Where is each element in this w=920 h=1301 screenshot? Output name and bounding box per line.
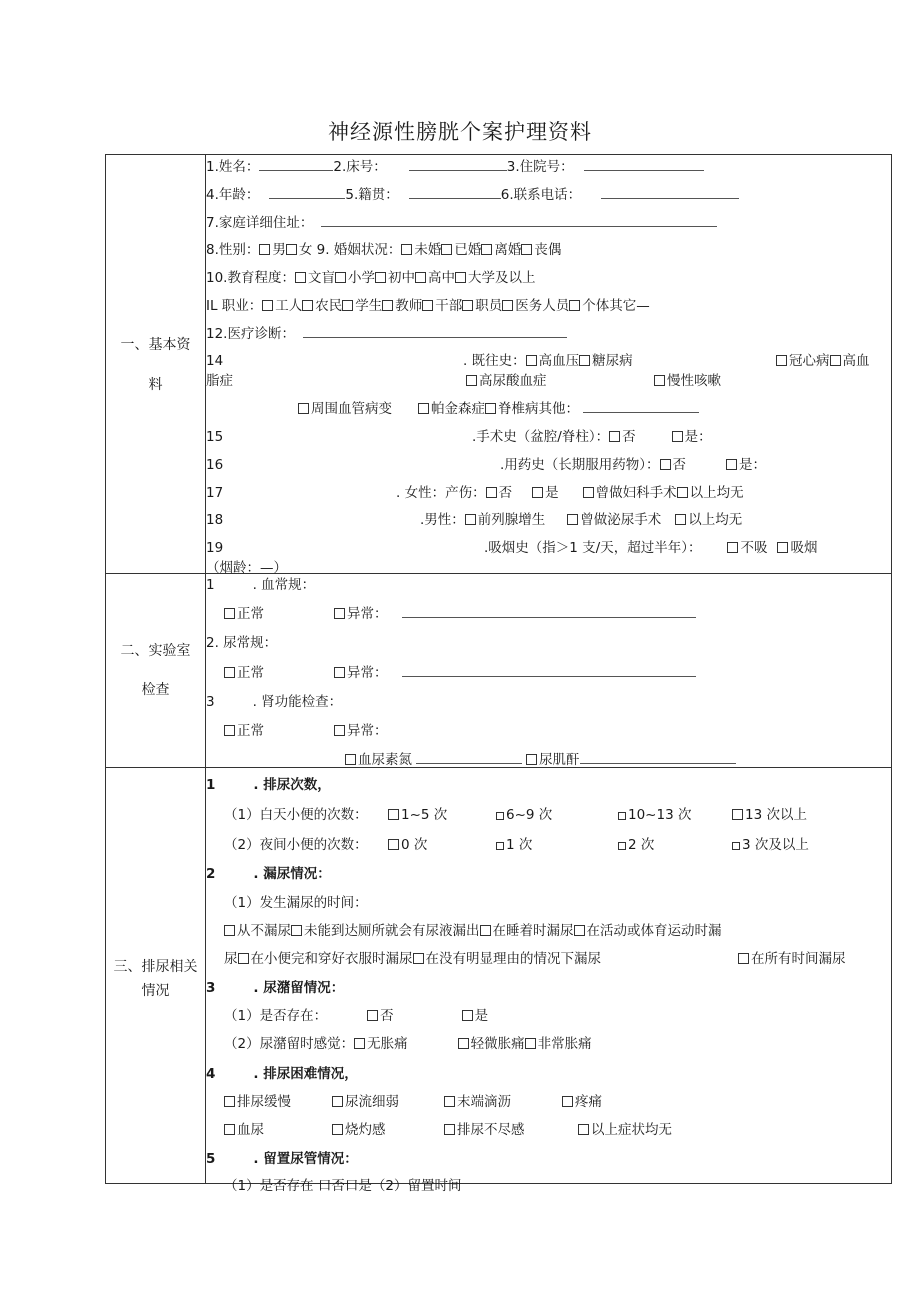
checkbox[interactable] <box>830 355 841 366</box>
option-label: 干部 <box>435 298 463 314</box>
checkbox[interactable] <box>672 431 683 442</box>
checkbox[interactable] <box>738 953 749 964</box>
option-label: 正常 <box>237 723 264 739</box>
checkbox[interactable] <box>532 487 543 498</box>
option-label: 以上均无 <box>688 512 743 528</box>
option-label: 非常胀痛 <box>537 1036 592 1052</box>
option-label: 尿 <box>224 951 238 967</box>
option-label: 曾做妇科手术 <box>595 485 677 501</box>
retention-feeling-row <box>224 1035 592 1053</box>
past-history-row <box>463 352 633 370</box>
checkbox[interactable] <box>388 809 399 820</box>
item-number: 19 <box>206 540 224 556</box>
checkbox[interactable] <box>485 403 496 414</box>
bun-field[interactable] <box>416 751 522 764</box>
option-label: 在没有明显理由的情况下漏尿 <box>425 951 601 967</box>
option-label: 在活动或体育运动时漏 <box>586 923 722 939</box>
checkbox[interactable] <box>677 487 688 498</box>
option-label: 吸烟 <box>790 540 818 556</box>
option-label: 帕金森症 <box>431 401 485 417</box>
name-field[interactable] <box>259 158 333 171</box>
section-urine-label-cont: 情况 <box>141 983 170 999</box>
checkbox[interactable] <box>579 355 590 366</box>
checkbox[interactable] <box>486 487 497 498</box>
option-label: 0 次 <box>401 837 428 853</box>
item-number: 18 <box>206 512 224 528</box>
checkbox[interactable] <box>455 272 466 283</box>
medication-history-row <box>500 456 766 474</box>
checkbox[interactable] <box>375 272 386 283</box>
checkbox[interactable] <box>727 542 738 553</box>
checkbox[interactable] <box>481 244 492 255</box>
checkbox[interactable] <box>382 300 393 311</box>
diagnosis-field[interactable] <box>303 325 567 338</box>
checkbox[interactable] <box>465 514 476 525</box>
option-label: 否 <box>622 429 636 445</box>
option-label: 否 <box>498 485 513 501</box>
option-label: 是 <box>545 485 559 501</box>
gender-marital-row <box>206 241 561 259</box>
option-label: 尿流细弱 <box>345 1094 399 1110</box>
checkbox[interactable] <box>401 244 412 255</box>
voiding-frequency-heading: . 排尿次数， <box>253 777 331 793</box>
option-label: 1~5 次 <box>401 807 448 823</box>
address-field[interactable] <box>321 214 717 227</box>
checkbox[interactable] <box>238 953 249 964</box>
checkbox[interactable] <box>444 1096 455 1107</box>
option-label: 轻微胀痛 <box>470 1036 525 1052</box>
gender-label: 8.性别： <box>206 242 260 258</box>
checkbox[interactable] <box>496 842 504 850</box>
checkbox[interactable] <box>224 725 235 736</box>
option-label: 医务人员 <box>515 298 570 314</box>
checkbox[interactable] <box>295 272 306 283</box>
option-label: 个体其它— <box>582 298 650 314</box>
checkbox[interactable] <box>298 403 309 414</box>
checkbox[interactable] <box>334 667 345 678</box>
option-label: 是： <box>739 457 767 473</box>
checkbox[interactable] <box>660 459 671 470</box>
address-label: 7.家庭详细住址： <box>206 215 314 231</box>
option-label: 脂症 <box>206 373 233 389</box>
checkbox[interactable] <box>441 244 452 255</box>
option-label: 否 <box>672 457 687 473</box>
checkbox[interactable] <box>569 300 580 311</box>
name-label: 1.姓名： <box>206 159 260 175</box>
checkbox[interactable] <box>732 809 743 820</box>
checkbox[interactable] <box>609 431 620 442</box>
age-field[interactable] <box>269 186 345 199</box>
leakage-heading: . 漏尿情况： <box>253 866 331 882</box>
item-number: 1 <box>206 777 216 793</box>
page-title: 神经源性膀胱个案护理资料 <box>328 120 592 144</box>
option-label: 慢性咳嗽 <box>667 373 721 389</box>
option-label: 排尿缓慢 <box>237 1094 291 1110</box>
section-basic-label: 一、基本资 <box>120 337 191 353</box>
checkbox[interactable] <box>466 375 477 386</box>
checkbox[interactable] <box>726 459 737 470</box>
admission-field[interactable] <box>584 158 704 171</box>
checkbox[interactable] <box>562 1096 573 1107</box>
native-label: 5.籍贯： <box>345 187 399 203</box>
phone-field[interactable] <box>601 186 739 199</box>
checkbox[interactable] <box>422 300 433 311</box>
option-label: 大学及以上 <box>467 270 536 286</box>
checkbox[interactable] <box>334 608 345 619</box>
item-number: 4 <box>206 1066 216 1082</box>
difficulty-heading: . 排尿困难情况， <box>253 1066 358 1082</box>
leakage-options-row-1 <box>224 922 722 940</box>
option-label: 脊椎病其他： <box>498 401 579 417</box>
option-label: 无胀痛 <box>367 1036 408 1052</box>
section-basic-label-cont: 料 <box>148 377 163 393</box>
surgery-history-row <box>472 428 712 446</box>
option-label: 血尿素氮 <box>358 752 412 768</box>
female-history-row <box>396 484 744 502</box>
admission-label: 3.住院号： <box>506 159 574 175</box>
option-label: 2 次 <box>628 837 655 853</box>
surgery-history-label: .手术史（盆腔/脊柱）： <box>472 429 610 445</box>
option-label: 文盲 <box>307 270 335 286</box>
retention-exists-row <box>224 1007 488 1025</box>
age-label: 4.年龄： <box>206 187 260 203</box>
option-label: 正常 <box>237 665 264 681</box>
option-label: 烧灼感 <box>345 1122 386 1138</box>
checkbox[interactable] <box>418 403 429 414</box>
checkbox[interactable] <box>583 487 594 498</box>
bed-label: 2.床号： <box>333 159 387 175</box>
checkbox[interactable] <box>458 1038 469 1049</box>
checkbox[interactable] <box>413 953 424 964</box>
checkbox[interactable] <box>675 514 686 525</box>
checkbox[interactable] <box>354 1038 365 1049</box>
diagnosis-label: 12.医疗诊断： <box>206 326 295 342</box>
nighttime-frequency-label: （2）夜间小便的次数： <box>224 837 368 853</box>
item-number: 17 <box>206 485 224 501</box>
catheter-heading: . 留置尿管情况： <box>253 1151 358 1167</box>
past-history-label: . 既往史： <box>463 353 526 369</box>
option-label: 职员 <box>475 298 503 314</box>
option-label: 异常： <box>347 665 388 681</box>
option-label: 以上均无 <box>689 485 744 501</box>
smoking-label: .吸烟史（指＞1 支/天，超过半年）： <box>484 540 702 556</box>
item-number: 14 <box>206 353 224 369</box>
option-label: 在睡着时漏尿 <box>492 923 574 939</box>
checkbox[interactable] <box>526 355 537 366</box>
checkbox[interactable] <box>526 754 537 765</box>
option-label: 小学 <box>347 270 375 286</box>
checkbox[interactable] <box>776 355 787 366</box>
bed-field[interactable] <box>409 158 507 171</box>
option-label: 高血压 <box>538 353 580 369</box>
daytime-frequency-label: （1）白天小便的次数： <box>224 807 368 823</box>
checkbox[interactable] <box>444 1124 455 1135</box>
checkbox[interactable] <box>462 1010 473 1021</box>
smoking-history-row <box>484 539 817 557</box>
option-label: 血尿 <box>237 1122 264 1138</box>
checkbox[interactable] <box>578 1124 589 1135</box>
option-label: 排尿不尽感 <box>457 1122 525 1138</box>
option-label: 高中 <box>427 270 455 286</box>
medication-history-label: .用药史（长期服用药物）： <box>500 457 660 473</box>
option-label: 初中 <box>387 270 415 286</box>
option-label: 男 <box>272 242 286 258</box>
checkbox[interactable] <box>302 300 313 311</box>
section-urine-label: 三、排尿相关 <box>113 959 198 975</box>
checkbox[interactable] <box>574 925 585 936</box>
checkbox[interactable] <box>732 842 740 850</box>
occupation-label: IL 职业： <box>206 298 263 314</box>
option-label: 高尿酸血症 <box>479 373 547 389</box>
option-label: 未婚 <box>414 242 442 258</box>
item-number: 2 <box>206 866 216 882</box>
blood-routine-label: . 血常规： <box>252 577 316 593</box>
checkbox[interactable] <box>342 300 353 311</box>
option-label: 农民 <box>315 298 343 314</box>
phone-label: 6.联系电话： <box>500 187 582 203</box>
option-label: 已婚 <box>454 242 482 258</box>
leakage-time-label: （1）发生漏尿的时间： <box>224 895 368 911</box>
option-label: 丧偶 <box>534 242 562 258</box>
education-label: 10.教育程度： <box>206 270 295 286</box>
option-label: 不吸 <box>740 540 768 556</box>
item-number: 3 <box>206 694 215 710</box>
creatinine-field[interactable] <box>580 751 736 764</box>
urine-routine-label: 2. 尿常规： <box>206 635 278 651</box>
option-label: 尿肌酐 <box>539 752 580 768</box>
option-label: 女 9. 婚姻状况： <box>298 242 402 258</box>
item-number: 16 <box>206 457 224 473</box>
male-label: .男性： <box>420 512 465 528</box>
option-label: 正常 <box>237 606 264 622</box>
item-number: 15 <box>206 429 224 445</box>
option-label: 是： <box>684 429 712 445</box>
checkbox[interactable] <box>654 375 665 386</box>
section-lab-label-cont: 检查 <box>141 682 170 698</box>
other-history-field[interactable] <box>583 400 699 413</box>
option-label: 10~13 次 <box>628 807 692 823</box>
checkbox[interactable] <box>332 1124 343 1135</box>
item-number: 3 <box>206 980 216 996</box>
checkbox[interactable] <box>496 812 504 820</box>
option-label: 是 <box>474 1008 489 1024</box>
option-label: 异常： <box>347 606 388 622</box>
option-label: 离婚 <box>494 242 522 258</box>
option-label: 以上症状均无 <box>591 1122 672 1138</box>
option-label: 在小便完和穿好衣服时漏尿 <box>250 951 413 967</box>
form-table <box>105 154 892 1194</box>
retention-feeling-label: （2）尿潴留时感觉： <box>224 1036 355 1052</box>
option-label: 从不漏尿 <box>237 923 291 939</box>
item-number: 5 <box>206 1151 216 1167</box>
section-lab-label: 二、实验室 <box>120 643 191 659</box>
option-label: 高血 <box>842 353 870 369</box>
female-label: . 女性：产伤： <box>396 485 486 501</box>
option-label: 学生 <box>355 298 383 314</box>
checkbox[interactable] <box>480 925 491 936</box>
option-label: 教师 <box>395 298 423 314</box>
checkbox[interactable] <box>332 1096 343 1107</box>
checkbox[interactable] <box>345 754 356 765</box>
checkbox[interactable] <box>367 1010 378 1021</box>
option-label: 3 次及以上 <box>742 837 809 853</box>
checkbox[interactable] <box>388 839 399 850</box>
checkbox[interactable] <box>335 272 346 283</box>
checkbox[interactable] <box>525 1038 536 1049</box>
checkbox[interactable] <box>224 1096 235 1107</box>
male-history-row <box>420 511 742 529</box>
checkbox[interactable] <box>502 300 513 311</box>
native-field[interactable] <box>409 186 501 199</box>
option-label: 疼痛 <box>575 1094 602 1110</box>
checkbox[interactable] <box>618 812 626 820</box>
checkbox[interactable] <box>286 244 297 255</box>
option-label: 未能到达厕所就会有尿液漏出 <box>304 923 480 939</box>
retention-heading: . 尿潴留情况： <box>253 980 345 996</box>
checkbox[interactable] <box>224 1124 235 1135</box>
option-label: 周围血管病变 <box>311 401 392 417</box>
checkbox[interactable] <box>415 272 426 283</box>
option-label: 前列腺增生 <box>477 512 546 528</box>
catheter-cutoff-row: （1）是否存在 口否口是（2）留置时间 <box>224 1178 462 1194</box>
retention-exists-label: （1）是否存在： <box>224 1008 328 1024</box>
option-label: 在所有时间漏尿 <box>751 951 846 967</box>
option-label: 6~9 次 <box>506 807 553 823</box>
checkbox[interactable] <box>334 725 345 736</box>
checkbox[interactable] <box>777 542 788 553</box>
checkbox[interactable] <box>224 667 235 678</box>
occupation-row <box>206 297 650 315</box>
checkbox[interactable] <box>291 925 302 936</box>
option-label: 曾做泌尿手术 <box>580 512 662 528</box>
leakage-options-row-2 <box>224 950 601 968</box>
urine-abnormal-field[interactable] <box>402 664 696 677</box>
checkbox[interactable] <box>567 514 578 525</box>
checkbox[interactable] <box>259 244 270 255</box>
option-label: 末端滴沥 <box>457 1094 511 1110</box>
past-history-row-3 <box>298 400 699 418</box>
item-number: 1 <box>206 577 215 593</box>
blood-abnormal-field[interactable] <box>402 605 696 618</box>
checkbox[interactable] <box>224 608 235 619</box>
option-label: 1 次 <box>506 837 533 853</box>
checkbox[interactable] <box>262 300 273 311</box>
checkbox[interactable] <box>224 925 235 936</box>
option-label: 否 <box>380 1008 394 1024</box>
option-label: 工人 <box>275 298 303 314</box>
option-label: 糖尿病 <box>592 353 633 369</box>
checkbox[interactable] <box>618 842 626 850</box>
option-label: 异常： <box>347 723 388 739</box>
option-label: 13 次以上 <box>745 807 807 823</box>
option-label: 冠心病 <box>789 353 830 369</box>
checkbox[interactable] <box>521 244 532 255</box>
education-row <box>206 269 535 287</box>
renal-function-label: . 肾功能检查： <box>252 694 343 710</box>
past-history-row-right <box>776 352 870 370</box>
smoking-years: （烟龄：—） <box>206 560 287 576</box>
checkbox[interactable] <box>462 300 473 311</box>
